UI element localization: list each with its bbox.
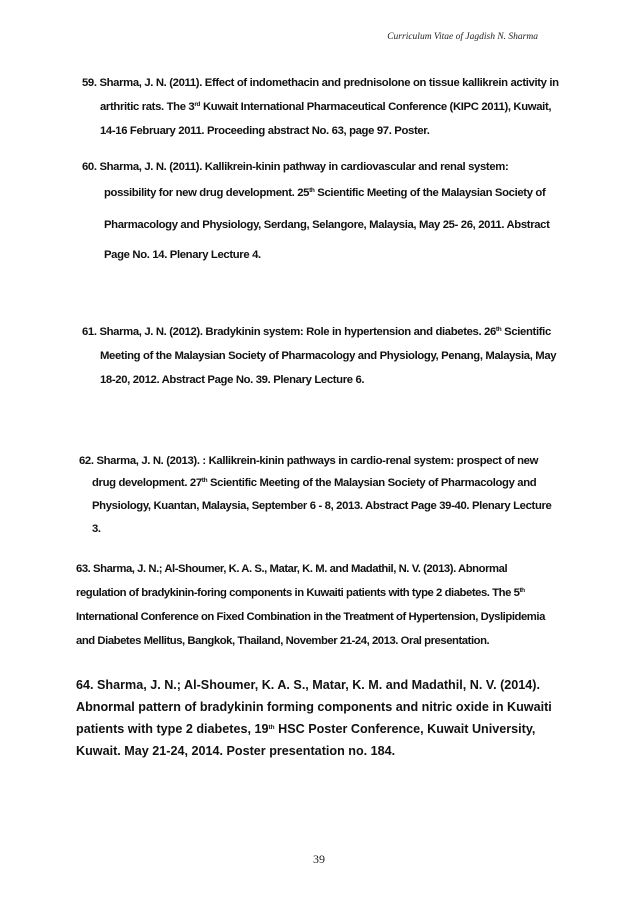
citation-60-line-4: Page No. 14. Plenary Lecture 4. [104, 249, 261, 261]
citation-63-line-2: regulation of bradykinin-foring components in Kuwaiti patients with type 2 diabetes. The 5th [76, 587, 525, 599]
citation-62-line-4: 3. [92, 523, 101, 535]
citation-61-line-1: 61. Sharma, J. N. (2012). Bradykinin system: Role in hypertension and diabetes. 26th Scientific [82, 326, 551, 338]
citation-60-line-3: Pharmacology and Physiology, Serdang, Selangore, Malaysia, May 25- 26, 2011. Abstract [104, 219, 550, 231]
citation-59-line-1: 59. Sharma, J. N. (2011). Effect of indomethacin and prednisolone on tissue kallikrein activity in [82, 77, 559, 89]
running-header: Curriculum Vitae of Jagdish N. Sharma [387, 32, 538, 42]
citation-62-line-3: Physiology, Kuantan, Malaysia, September 6 - 8, 2013. Abstract Page 39-40. Plenary Lecture [92, 500, 552, 512]
citation-64-line-1: 64. Sharma, J. N.; Al-Shoumer, K. A. S., Matar, K. M. and Madathil, N. V. (2014). [76, 678, 540, 692]
citation-64-line-2: Abnormal pattern of bradykinin forming components and nitric oxide in Kuwaiti [76, 700, 552, 714]
citation-59-line-2: arthritic rats. The 3rd Kuwait International Pharmaceutical Conference (KIPC 2011), Kuwait, [100, 101, 552, 113]
citation-60-line-1: 60. Sharma, J. N. (2011). Kallikrein-kinin pathway in cardiovascular and renal system: [82, 161, 509, 173]
citation-62-line-2: drug development. 27th Scientific Meeting of the Malaysian Society of Pharmacology and [92, 477, 537, 489]
citation-59-line-3: 14-16 February 2011. Proceeding abstract No. 63, page 97. Poster. [100, 125, 430, 137]
page-number: 39 [313, 852, 325, 866]
citation-61-line-2: Meeting of the Malaysian Society of Pharmacology and Physiology, Penang, Malaysia, May [100, 350, 557, 362]
citation-63-line-3: International Conference on Fixed Combination in the Treatment of Hypertension, Dyslipidemia [76, 611, 545, 623]
citation-63-line-1: 63. Sharma, J. N.; Al-Shoumer, K. A. S., Matar, K. M. and Madathil, N. V. (2013). Abnormal [76, 563, 508, 575]
citation-62-line-1: 62. Sharma, J. N. (2013). : Kallikrein-kinin pathways in cardio-renal system: prospect of new [79, 455, 539, 467]
citation-63-line-4: and Diabetes Mellitus, Bangkok, Thailand, November 21-24, 2013. Oral presentation. [76, 635, 490, 647]
citation-61-line-3: 18-20, 2012. Abstract Page No. 39. Plenary Lecture 6. [100, 374, 365, 386]
citation-64-line-4: Kuwait. May 21-24, 2014. Poster presentation no. 184. [76, 744, 396, 758]
citation-64-line-3: patients with type 2 diabetes, 19th HSC Poster Conference, Kuwait University, [76, 722, 536, 736]
citation-60-line-2: possibility for new drug development. 25th Scientific Meeting of the Malaysian Society of [104, 187, 546, 199]
